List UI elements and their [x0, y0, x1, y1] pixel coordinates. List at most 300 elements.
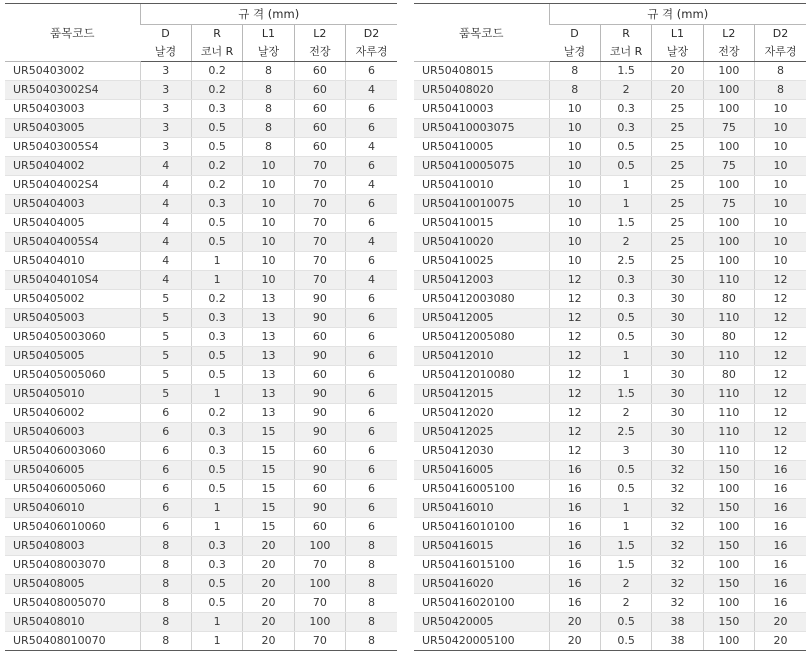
l2-cell: 70 [294, 214, 345, 233]
l1-cell: 25 [652, 100, 703, 119]
l1-cell: 30 [652, 404, 703, 423]
r-cell: 0.3 [191, 195, 242, 214]
table-row [5, 138, 397, 157]
product-code-cell: UR50420005 [414, 613, 549, 632]
d-cell: 5 [140, 366, 191, 385]
table-row [5, 176, 397, 195]
d2-cell: 4 [346, 233, 397, 252]
l2-cell: 110 [703, 271, 754, 290]
r-cell: 1 [191, 518, 242, 537]
r-cell: 0.5 [191, 214, 242, 233]
l1-cell: 25 [652, 233, 703, 252]
d-cell: 8 [140, 632, 191, 651]
d2-cell: 12 [755, 290, 806, 309]
l2-cell: 60 [294, 518, 345, 537]
d2-cell: 10 [755, 195, 806, 214]
product-code-cell: UR50412010080 [414, 366, 549, 385]
l2-cell: 100 [703, 594, 754, 613]
l1-cell: 25 [652, 157, 703, 176]
l1-cell: 10 [243, 271, 294, 290]
l2-cell: 60 [294, 442, 345, 461]
table-row [414, 138, 806, 157]
table-row [414, 480, 806, 499]
table-row [5, 252, 397, 271]
d2-cell: 12 [755, 328, 806, 347]
table-row [414, 328, 806, 347]
d-cell: 4 [140, 214, 191, 233]
r-cell: 2 [600, 575, 651, 594]
d2-cell: 4 [346, 138, 397, 157]
l1-cell: 25 [652, 195, 703, 214]
table-row [5, 328, 397, 347]
d2-cell: 12 [755, 385, 806, 404]
product-code-cell: UR50405005 [5, 347, 140, 366]
d2-cell: 6 [346, 62, 397, 81]
col-r-desc: 코너 R [191, 43, 242, 62]
r-cell: 1 [191, 613, 242, 632]
d2-cell: 6 [346, 518, 397, 537]
r-cell: 0.5 [600, 632, 651, 651]
l2-cell: 100 [703, 81, 754, 100]
table-row [5, 271, 397, 290]
table-row [414, 119, 806, 138]
product-code-cell: UR50404002 [5, 157, 140, 176]
r-cell: 2 [600, 594, 651, 613]
product-code-cell: UR50404002S4 [5, 176, 140, 195]
d-cell: 4 [140, 252, 191, 271]
d-cell: 6 [140, 461, 191, 480]
l1-cell: 20 [243, 556, 294, 575]
d2-cell: 10 [755, 119, 806, 138]
l2-cell: 90 [294, 404, 345, 423]
l2-cell: 100 [703, 100, 754, 119]
table-row [5, 556, 397, 575]
d2-cell: 8 [346, 594, 397, 613]
l1-cell: 25 [652, 176, 703, 195]
col-d-header: D [549, 25, 600, 44]
d-cell: 5 [140, 290, 191, 309]
col-l1-desc: 날장 [652, 43, 703, 62]
product-code-cell: UR50412010 [414, 347, 549, 366]
l2-cell: 60 [294, 119, 345, 138]
d-cell: 16 [549, 537, 600, 556]
d-cell: 10 [549, 138, 600, 157]
l1-cell: 10 [243, 176, 294, 195]
product-code-cell: UR50416020 [414, 575, 549, 594]
table-row [414, 537, 806, 556]
d-cell: 4 [140, 271, 191, 290]
d-cell: 20 [549, 613, 600, 632]
l2-cell: 75 [703, 195, 754, 214]
l1-cell: 10 [243, 214, 294, 233]
r-cell: 1.5 [600, 556, 651, 575]
d2-cell: 10 [755, 176, 806, 195]
col-l1-desc: 날장 [243, 43, 294, 62]
d-cell: 6 [140, 499, 191, 518]
table-row [414, 81, 806, 100]
r-cell: 0.3 [191, 100, 242, 119]
table-row [414, 442, 806, 461]
table-body-left [5, 62, 397, 651]
l2-cell: 90 [294, 423, 345, 442]
d2-cell: 16 [755, 461, 806, 480]
r-cell: 1 [191, 385, 242, 404]
table-row [414, 385, 806, 404]
r-cell: 0.5 [600, 613, 651, 632]
product-code-cell: UR50406005060 [5, 480, 140, 499]
d-cell: 12 [549, 404, 600, 423]
d-cell: 8 [140, 575, 191, 594]
d-cell: 16 [549, 518, 600, 537]
r-cell: 1 [600, 195, 651, 214]
l1-cell: 15 [243, 442, 294, 461]
r-cell: 1 [600, 518, 651, 537]
d2-cell: 16 [755, 575, 806, 594]
product-code-cell: UR50405003060 [5, 328, 140, 347]
r-cell: 0.3 [600, 290, 651, 309]
r-cell: 0.3 [191, 442, 242, 461]
l1-cell: 30 [652, 423, 703, 442]
d2-cell: 8 [755, 81, 806, 100]
d-cell: 3 [140, 100, 191, 119]
r-cell: 1 [600, 366, 651, 385]
l1-cell: 25 [652, 138, 703, 157]
l2-cell: 100 [294, 613, 345, 632]
l1-cell: 8 [243, 138, 294, 157]
l2-cell: 110 [703, 442, 754, 461]
l1-cell: 13 [243, 309, 294, 328]
d-cell: 16 [549, 575, 600, 594]
spec-header: 규 격 (mm) [549, 4, 806, 25]
d2-cell: 6 [346, 480, 397, 499]
l1-cell: 30 [652, 271, 703, 290]
table-row [414, 404, 806, 423]
table-row [5, 613, 397, 632]
product-code-cell: UR50408003070 [5, 556, 140, 575]
l1-cell: 38 [652, 632, 703, 651]
d-cell: 3 [140, 81, 191, 100]
product-code-cell: UR50412030 [414, 442, 549, 461]
d-cell: 16 [549, 499, 600, 518]
l1-cell: 32 [652, 518, 703, 537]
d2-cell: 6 [346, 100, 397, 119]
l2-cell: 100 [703, 62, 754, 81]
l2-cell: 150 [703, 537, 754, 556]
l2-cell: 100 [703, 214, 754, 233]
d2-cell: 6 [346, 347, 397, 366]
table-row [5, 518, 397, 537]
d2-cell: 8 [346, 613, 397, 632]
d2-cell: 10 [755, 233, 806, 252]
product-code-header: 품목코드 [414, 4, 549, 62]
d-cell: 3 [140, 138, 191, 157]
table-row [5, 442, 397, 461]
product-code-cell: UR50416015100 [414, 556, 549, 575]
d-cell: 6 [140, 518, 191, 537]
l2-cell: 90 [294, 347, 345, 366]
product-code-cell: UR50410020 [414, 233, 549, 252]
l1-cell: 38 [652, 613, 703, 632]
product-code-cell: UR50410025 [414, 252, 549, 271]
d2-cell: 10 [755, 100, 806, 119]
table-row [414, 195, 806, 214]
d-cell: 6 [140, 480, 191, 499]
col-r-header: R [600, 25, 651, 44]
product-code-cell: UR50408003 [5, 537, 140, 556]
product-code-cell: UR50404005 [5, 214, 140, 233]
product-code-cell: UR50404003 [5, 195, 140, 214]
product-code-cell: UR50410015 [414, 214, 549, 233]
d-cell: 10 [549, 100, 600, 119]
table-row [5, 461, 397, 480]
d2-cell: 6 [346, 290, 397, 309]
d2-cell: 8 [755, 62, 806, 81]
table-body-right [414, 62, 806, 651]
table-row [5, 214, 397, 233]
l1-cell: 8 [243, 100, 294, 119]
l2-cell: 80 [703, 366, 754, 385]
d-cell: 12 [549, 347, 600, 366]
l2-cell: 70 [294, 632, 345, 651]
r-cell: 0.5 [191, 575, 242, 594]
d-cell: 5 [140, 328, 191, 347]
r-cell: 0.5 [191, 480, 242, 499]
r-cell: 0.3 [600, 100, 651, 119]
d-cell: 6 [140, 404, 191, 423]
table-row [414, 366, 806, 385]
spec-header: 규 격 (mm) [140, 4, 397, 25]
d2-cell: 12 [755, 271, 806, 290]
product-code-cell: UR50405010 [5, 385, 140, 404]
product-code-cell: UR50410003 [414, 100, 549, 119]
table-row [414, 613, 806, 632]
table-row [5, 594, 397, 613]
l2-cell: 100 [294, 537, 345, 556]
l1-cell: 20 [243, 632, 294, 651]
r-cell: 1.5 [600, 214, 651, 233]
l2-cell: 100 [703, 556, 754, 575]
r-cell: 2.5 [600, 423, 651, 442]
d-cell: 8 [140, 537, 191, 556]
d2-cell: 6 [346, 119, 397, 138]
product-code-cell: UR50408020 [414, 81, 549, 100]
l1-cell: 32 [652, 594, 703, 613]
d-cell: 10 [549, 176, 600, 195]
l2-cell: 70 [294, 157, 345, 176]
table-row [414, 518, 806, 537]
d2-cell: 12 [755, 404, 806, 423]
table-row [414, 309, 806, 328]
r-cell: 0.5 [191, 233, 242, 252]
l1-cell: 30 [652, 347, 703, 366]
d-cell: 8 [140, 556, 191, 575]
table-row [414, 632, 806, 651]
table-row [5, 537, 397, 556]
d-cell: 10 [549, 252, 600, 271]
l2-cell: 100 [703, 176, 754, 195]
col-d-desc: 날경 [549, 43, 600, 62]
d-cell: 3 [140, 119, 191, 138]
l2-cell: 150 [703, 499, 754, 518]
product-code-cell: UR50416005 [414, 461, 549, 480]
l2-cell: 90 [294, 385, 345, 404]
r-cell: 1.5 [600, 62, 651, 81]
l2-cell: 60 [294, 81, 345, 100]
l1-cell: 13 [243, 404, 294, 423]
l2-cell: 110 [703, 347, 754, 366]
l1-cell: 15 [243, 518, 294, 537]
d2-cell: 12 [755, 309, 806, 328]
d-cell: 12 [549, 385, 600, 404]
l2-cell: 70 [294, 176, 345, 195]
r-cell: 0.5 [600, 461, 651, 480]
l2-cell: 100 [294, 575, 345, 594]
col-l1-header: L1 [652, 25, 703, 44]
d2-cell: 4 [346, 271, 397, 290]
product-code-cell: UR50408005070 [5, 594, 140, 613]
d-cell: 10 [549, 195, 600, 214]
d-cell: 6 [140, 442, 191, 461]
table-row [5, 195, 397, 214]
l2-cell: 60 [294, 62, 345, 81]
l2-cell: 60 [294, 328, 345, 347]
l2-cell: 75 [703, 157, 754, 176]
l2-cell: 60 [294, 366, 345, 385]
product-code-cell: UR50404010S4 [5, 271, 140, 290]
table-row [5, 347, 397, 366]
d2-cell: 10 [755, 138, 806, 157]
l1-cell: 13 [243, 366, 294, 385]
l1-cell: 30 [652, 290, 703, 309]
l2-cell: 90 [294, 309, 345, 328]
l2-cell: 60 [294, 100, 345, 119]
table-row [414, 290, 806, 309]
l1-cell: 13 [243, 290, 294, 309]
product-code-cell: UR50410003075 [414, 119, 549, 138]
d2-cell: 12 [755, 423, 806, 442]
r-cell: 0.2 [191, 176, 242, 195]
l1-cell: 20 [243, 537, 294, 556]
d-cell: 16 [549, 480, 600, 499]
d2-cell: 16 [755, 594, 806, 613]
l2-cell: 90 [294, 290, 345, 309]
r-cell: 0.2 [191, 157, 242, 176]
r-cell: 2.5 [600, 252, 651, 271]
r-cell: 0.5 [600, 328, 651, 347]
l1-cell: 30 [652, 309, 703, 328]
d-cell: 16 [549, 461, 600, 480]
d2-cell: 6 [346, 442, 397, 461]
r-cell: 1.5 [600, 385, 651, 404]
l2-cell: 110 [703, 404, 754, 423]
product-code-cell: UR50403003 [5, 100, 140, 119]
d-cell: 12 [549, 309, 600, 328]
product-code-cell: UR50405002 [5, 290, 140, 309]
table-row [414, 252, 806, 271]
table-row [5, 309, 397, 328]
col-d2-header: D2 [346, 25, 397, 44]
d-cell: 12 [549, 423, 600, 442]
l1-cell: 25 [652, 119, 703, 138]
product-code-cell: UR50410005 [414, 138, 549, 157]
table-row [5, 157, 397, 176]
r-cell: 0.2 [191, 404, 242, 423]
d-cell: 8 [140, 613, 191, 632]
r-cell: 1 [191, 499, 242, 518]
product-code-cell: UR50420005100 [414, 632, 549, 651]
col-d2-desc: 자루경 [755, 43, 806, 62]
product-code-cell: UR50410005075 [414, 157, 549, 176]
l1-cell: 20 [243, 594, 294, 613]
table-row [414, 594, 806, 613]
r-cell: 0.3 [191, 309, 242, 328]
product-code-cell: UR50412025 [414, 423, 549, 442]
d-cell: 12 [549, 271, 600, 290]
l1-cell: 32 [652, 575, 703, 594]
l1-cell: 25 [652, 214, 703, 233]
l1-cell: 13 [243, 385, 294, 404]
product-code-cell: UR50406002 [5, 404, 140, 423]
d2-cell: 6 [346, 404, 397, 423]
l2-cell: 110 [703, 309, 754, 328]
d-cell: 5 [140, 347, 191, 366]
d2-cell: 16 [755, 556, 806, 575]
l2-cell: 70 [294, 556, 345, 575]
table-row [5, 81, 397, 100]
table-row [414, 461, 806, 480]
d-cell: 6 [140, 423, 191, 442]
l1-cell: 32 [652, 480, 703, 499]
d2-cell: 16 [755, 518, 806, 537]
r-cell: 1 [191, 252, 242, 271]
d-cell: 8 [549, 62, 600, 81]
product-code-cell: UR50408015 [414, 62, 549, 81]
r-cell: 0.3 [191, 328, 242, 347]
d2-cell: 6 [346, 385, 397, 404]
col-d-desc: 날경 [140, 43, 191, 62]
product-code-cell: UR50405005060 [5, 366, 140, 385]
d2-cell: 12 [755, 366, 806, 385]
d-cell: 16 [549, 594, 600, 613]
l2-cell: 110 [703, 385, 754, 404]
l2-cell: 150 [703, 613, 754, 632]
d2-cell: 10 [755, 157, 806, 176]
table-row [5, 385, 397, 404]
product-code-cell: UR50412003080 [414, 290, 549, 309]
l1-cell: 13 [243, 347, 294, 366]
l2-cell: 150 [703, 461, 754, 480]
col-l2-desc: 전장 [703, 43, 754, 62]
table-row [5, 575, 397, 594]
table-row [414, 157, 806, 176]
col-l2-header: L2 [294, 25, 345, 44]
d-cell: 10 [549, 233, 600, 252]
l2-cell: 70 [294, 233, 345, 252]
l1-cell: 8 [243, 119, 294, 138]
d2-cell: 6 [346, 461, 397, 480]
col-l2-desc: 전장 [294, 43, 345, 62]
table-row [414, 499, 806, 518]
table-row [5, 480, 397, 499]
table-row [5, 404, 397, 423]
r-cell: 1 [600, 499, 651, 518]
r-cell: 0.2 [191, 62, 242, 81]
r-cell: 2 [600, 233, 651, 252]
product-code-cell: UR50406003 [5, 423, 140, 442]
l1-cell: 8 [243, 81, 294, 100]
product-code-cell: UR50405003 [5, 309, 140, 328]
d2-cell: 10 [755, 214, 806, 233]
